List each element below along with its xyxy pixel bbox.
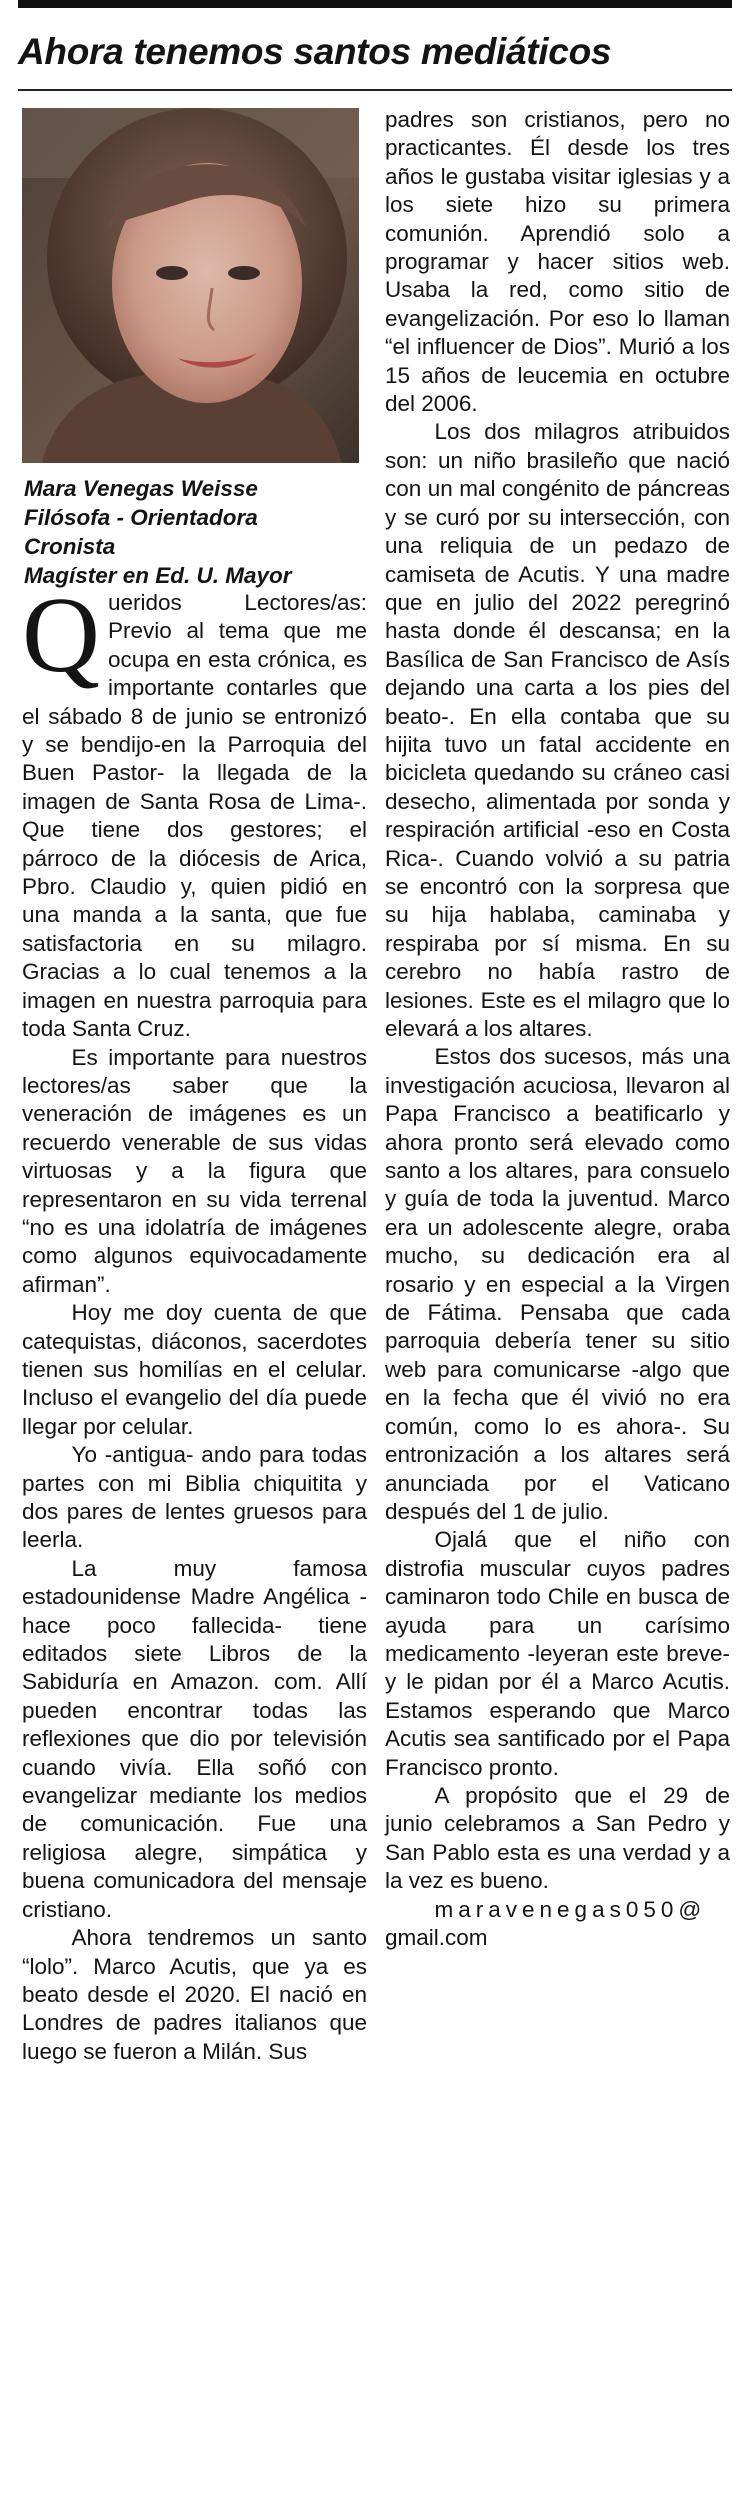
paragraph-4: Yo -antigua- ando para todas partes con mi Biblia chiquitita y dos pares de lentes gruesos para leerla. xyxy=(22,1442,367,1553)
email-part-2: gmail.com xyxy=(385,1925,488,1950)
paragraph-8: Estos dos sucesos, más una investigación acuciosa, llevaron al Papa Francisco a beatificarlo y ahora pronto será elevado como santo a los altares, para consuelo y guía de toda la juventud. Marco era un adolescente alegre, oraba mucho, su dedicación era al rosario y en especial a la Virgen de Fátima. Pensaba que cada parroquia debería tener su sitio web para comunicarse -algo que en la fecha que él vivió no era común, como lo es ahora-. Su entronización a los altares será anunciada por el Vaticano después del 1 de julio. xyxy=(385,1044,730,1524)
paragraph-7: Los dos milagros atribuidos son: un niño brasileño que nació con un mal congénito de páncreas y se curó por su intersección, con una reliquia de un pedazo de camiseta de Acutis. Y una madre que en julio del 2022 peregrinó hasta donde él descansa; en la Basílica de San Francisco de Asís dejando una carta a los pies del beato-. En ella contaba que su hijita tuvo un fatal accidente en bicicleta quedando su cráneo casi desecho, alimentada por sonda y respiración artificial -eso en Costa Rica-. Cuando volvió a su patria se encontró con la sorpresa que su hija hablaba, caminaba y respiraba por sí misma. En su cerebro no había rastro de lesiones. Este es el milagro que lo elevará a los altares. xyxy=(385,419,730,1041)
author-role: Filósofa - Orientadora xyxy=(24,505,258,530)
article-column-right xyxy=(385,106,730,1952)
paragraph-1-text: ueridos Lectores/as: Previo al tema que me ocupa en esta crónica, es importante contarles que el sábado 8 de junio se entronizó y se bendijo-en la Parroquia del Buen Pastor- la llegada de la imagen de Santa Rosa de Lima-. Que tiene dos gestores; el párroco de la diócesis de Arica, Pbro. Claudio y, quien pidió en una manda a la santa, que fue satisfactoria en su milagro. Gracias a lo cual tenemos a la imagen en nuestra parroquia para toda Santa Cruz. xyxy=(22,590,367,1042)
author-portrait-photo xyxy=(22,108,359,463)
paragraph-2: Es importante para nuestros lectores/as saber que la veneración de imágenes es un recuerdo venerable de sus vidas virtuosas y a la figura que representaron en su vida terrenal “no es una idolatría de imágenes como algunos equivocadamente afirman”. xyxy=(22,1044,367,1297)
author-role-2: Cronista xyxy=(24,534,116,559)
author-email xyxy=(385,1896,730,1953)
headline: Ahora tenemos santos mediáticos xyxy=(18,31,612,72)
byline xyxy=(24,474,364,590)
portrait-icon xyxy=(22,108,359,463)
paragraph-3: Hoy me doy cuenta de que catequistas, diáconos, sacerdotes tienen sus homilías en el celular. Incluso el evangelio del día puede llegar por celular. xyxy=(22,1300,367,1439)
author-degree: Magíster en Ed. U. Mayor xyxy=(24,563,292,588)
paragraph-10: A propósito que el 29 de junio celebramos a San Pedro y San Pablo esta es una verdad y a la vez es bueno. xyxy=(385,1782,730,1894)
paragraph-1 xyxy=(22,576,367,1044)
drop-cap: Q xyxy=(22,576,100,695)
paragraph-6: Ahora tendremos un santo “lolo”. Marco Acutis, que ya es beato desde el 2020. El nació en Londres de padres italianos que luego se fueron a Milán. Sus xyxy=(22,1925,367,2064)
headline-rule xyxy=(18,89,732,91)
paragraph-5: La muy famosa estadounidense Madre Angélica -hace poco fallecida- tiene editados siete Libros de la Sabiduría en Amazon. com. Allí pueden encontrar todas las reflexiones que dio por televisión cuando vivía. Ella soñó con evangelizar mediante los medios de comunicación. Fue una religiosa alegre, simpática y buena comunicadora del mensaje cristiano. xyxy=(22,1555,367,1922)
paragraph-6-continued: padres son cristianos, pero no practicantes. Él desde los tres años le gustaba visitar iglesias y a los siete hizo su primera comunión. Aprendió solo a programar y hacer sitios web. Usaba la red, como sitio de evangelización. Por eso lo llaman “el influencer de Dios”. Murió a los 15 años de leucemia en octubre del 2006. xyxy=(385,107,730,417)
paragraph-9: Ojalá que el niño con distrofia muscular cuyos padres caminaron todo Chile en busca de ayuda para un carísimo medicamento -leyeran este breve- y le pidan por él a Marco Acutis. Estamos esperando que Marco Acutis sea santificado por el Papa Francisco pronto. xyxy=(385,1527,730,1780)
author-name: Mara Venegas Weisse xyxy=(24,476,258,501)
email-part-1: maravenegas050@ xyxy=(434,1896,707,1922)
top-rule xyxy=(18,0,732,8)
article-column-left xyxy=(22,576,367,2066)
